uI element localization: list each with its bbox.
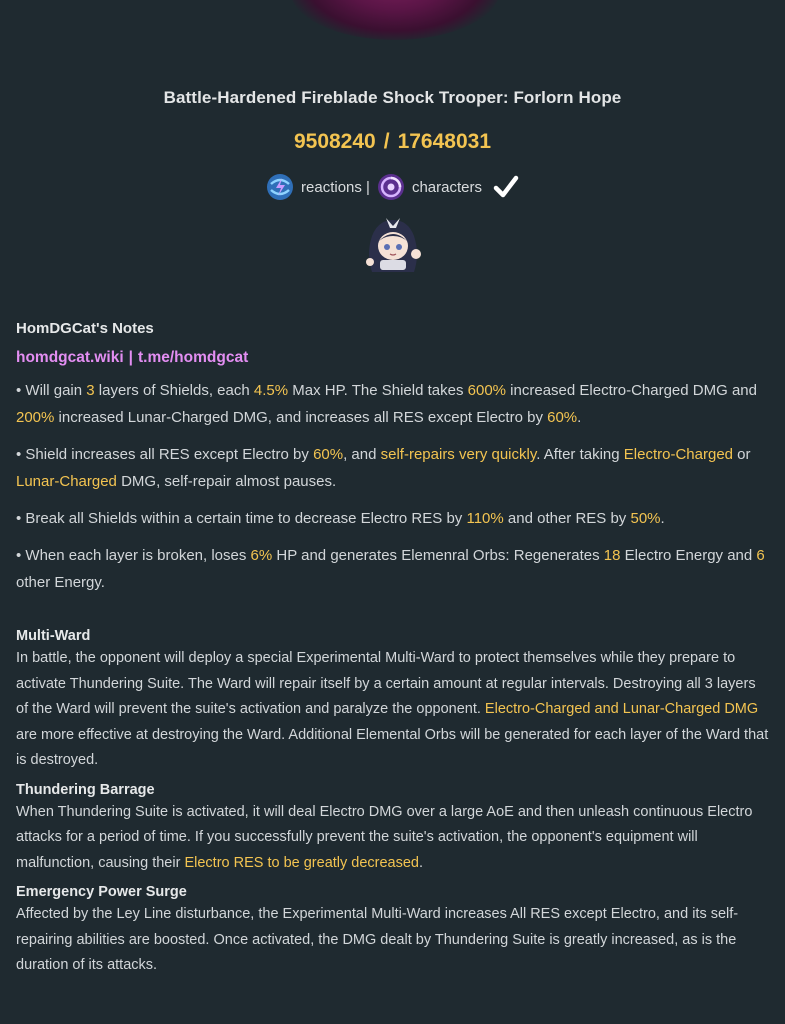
barrage-title: Thundering Barrage <box>16 781 155 798</box>
hp-max: 17648031 <box>397 130 492 153</box>
recommendation-tags <box>0 172 785 202</box>
chibi-avatar <box>358 214 428 276</box>
notes-title: HomDGCat's Notes <box>16 320 154 337</box>
check-icon <box>492 173 520 201</box>
barrage-description: When Thundering Suite is activated, it will deal Electro DMG over a large AoE and then unleash continuous Electro attacks for a period of time. If you successfully prevent the suite's activation, the opponent's equipment will malfunction, causing their Electro RES to be greatly decreased. <box>16 803 753 871</box>
hp-separator: / <box>383 130 390 153</box>
note-bullet-repair: • Shield increases all RES except Electro by 60%, and self-repairs very quickly. After taking Electro-Charged or Lunar-Charged DMG, self-repair almost pauses. <box>16 446 751 490</box>
telegram-link[interactable]: t.me/homdgcat <box>138 349 249 366</box>
surge-title: Emergency Power Surge <box>16 884 187 900</box>
note-bullet-break: • Break all Shields within a certain time to decrease Electro RES by 110% and other RES by 50%. <box>16 510 665 527</box>
note-bullet-shields: • Will gain 3 layers of Shields, each 4.5% Max HP. The Shield takes 600% increased Electro-Charged DMG and 200% increased Lunar-Charged DMG, and increases all RES except Electro by 60%. <box>16 382 757 426</box>
boss-hp <box>0 130 785 154</box>
multiward-title: Multi-Ward <box>16 628 91 644</box>
electro-element-icon <box>376 172 406 202</box>
notes-links <box>16 349 771 367</box>
homdgcat-wiki-link[interactable]: homdgcat.wiki <box>16 349 124 366</box>
tag-characters-label: characters <box>411 178 482 196</box>
boss-header <box>0 88 785 276</box>
note-bullet-orbs: • When each layer is broken, loses 6% HP and generates Elemenral Orbs: Regenerates 18 Electro Energy and 6 other Energy. <box>16 547 765 591</box>
surge-description: Affected by the Ley Line disturbance, the Experimental Multi-Ward increases All RES except Electro, and its self-repairing abilities are boosted. Once activated, the DMG dealt by Thundering Suite is greatly increased, as is the duration of its attacks. <box>16 906 739 973</box>
link-separator: | <box>128 349 133 366</box>
electro-reaction-icon <box>265 172 295 202</box>
hp-current: 9508240 <box>293 130 376 153</box>
boss-name: Battle-Hardened Fireblade Shock Trooper: Forlorn Hope <box>163 88 622 107</box>
notes-section <box>16 320 771 596</box>
boss-art-fragment <box>290 0 500 40</box>
multiward-description: In battle, the opponent will deploy a special Experimental Multi-Ward to protect themselves while they prepare to activate Thundering Suite. The Ward will repair itself by a certain amount at regular intervals. Destroying all 3 layers of the Ward will prevent the suite's activation and paralyze the opponent. Electro-Charged and Lunar-Charged DMG are more effective at destroying the Ward. Additional Elemental Orbs will be generated for each layer of the Ward that is destroyed. <box>16 650 769 768</box>
tag-reactions-label: reactions | <box>301 178 370 196</box>
mechanics-sections <box>16 628 771 979</box>
